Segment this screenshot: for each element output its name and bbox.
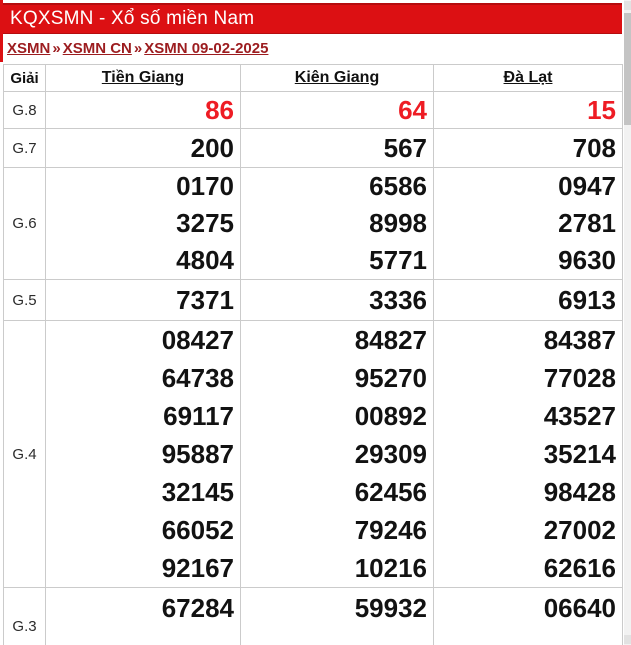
result-number: 95887 <box>161 439 234 469</box>
result-number: 15 <box>587 95 616 125</box>
breadcrumb <box>7 40 268 60</box>
result-cell <box>241 280 434 321</box>
table-header-row <box>4 65 623 92</box>
result-number: 27002 <box>543 515 616 545</box>
result-number: 66052 <box>161 515 234 545</box>
result-number: 43527 <box>543 401 616 431</box>
result-number: 0947 <box>558 171 616 201</box>
result-number: 98428 <box>543 477 616 507</box>
result-cell <box>46 92 241 129</box>
breadcrumb-separator: » <box>133 40 143 57</box>
prize-row <box>4 280 623 321</box>
result-cell <box>46 321 241 588</box>
result-number: 86 <box>205 95 234 125</box>
prize-row <box>4 588 623 645</box>
result-number: 59932 <box>354 593 427 623</box>
breadcrumb-link[interactable]: XSMN 09-02-2025 <box>144 40 269 57</box>
prize-label: G.8 <box>4 92 46 129</box>
result-cell <box>241 129 434 168</box>
result-number: 08427 <box>161 325 234 355</box>
result-number: 79246 <box>354 515 427 545</box>
region-column-header[interactable] <box>46 65 241 92</box>
prize-column-header: Giải <box>4 65 46 92</box>
result-number: 6913 <box>558 285 616 315</box>
result-number: 67284 <box>161 593 234 623</box>
prize-label: G.4 <box>4 321 46 588</box>
scrollbar-down-button[interactable] <box>624 635 631 644</box>
prize-label: G.3 <box>4 588 46 645</box>
result-number: 64738 <box>161 363 234 393</box>
result-number: 92167 <box>161 553 234 583</box>
region-column-link[interactable]: Kiên Giang <box>294 69 380 86</box>
result-number: 29309 <box>354 439 427 469</box>
result-cell <box>46 168 241 280</box>
result-cell <box>434 168 623 280</box>
scrollbar[interactable] <box>624 0 631 645</box>
result-cell <box>241 168 434 280</box>
region-column-link[interactable]: Đà Lạt <box>503 69 553 86</box>
result-cell <box>46 280 241 321</box>
result-number: 3336 <box>369 285 427 315</box>
prize-label: G.6 <box>4 168 46 280</box>
result-number: 0170 <box>176 171 234 201</box>
result-number: 10216 <box>354 553 427 583</box>
prize-label: G.7 <box>4 129 46 168</box>
result-number: 4804 <box>176 245 234 275</box>
breadcrumb-link[interactable]: XSMN CN <box>62 40 132 57</box>
result-cell <box>434 280 623 321</box>
result-cell <box>46 588 241 645</box>
prize-row <box>4 321 623 588</box>
result-number: 00892 <box>354 401 427 431</box>
breadcrumb-link[interactable]: XSMN <box>7 40 51 57</box>
region-column-header[interactable] <box>241 65 434 92</box>
page-title: KQXSMN - Xổ số miền Nam <box>10 8 255 29</box>
result-number: 95270 <box>354 363 427 393</box>
result-cell <box>434 321 623 588</box>
result-number: 200 <box>190 133 234 163</box>
result-number: 62616 <box>543 553 616 583</box>
result-number: 35214 <box>543 439 616 469</box>
result-number: 3275 <box>176 208 234 238</box>
prize-label: G.5 <box>4 280 46 321</box>
region-column-header[interactable] <box>434 65 623 92</box>
prize-row <box>4 129 623 168</box>
result-number: 77028 <box>543 363 616 393</box>
result-cell <box>434 129 623 168</box>
result-number: 6586 <box>369 171 427 201</box>
result-number: 8998 <box>369 208 427 238</box>
title-bar <box>3 3 622 34</box>
result-cell <box>241 321 434 588</box>
result-cell <box>241 588 434 645</box>
prize-row <box>4 168 623 280</box>
result-number: 708 <box>572 133 616 163</box>
result-number: 62456 <box>354 477 427 507</box>
result-number: 69117 <box>163 401 234 431</box>
result-number: 567 <box>383 133 427 163</box>
breadcrumb-separator: » <box>52 40 61 57</box>
results-table <box>3 64 623 645</box>
result-number: 06640 <box>543 593 616 623</box>
prize-row <box>4 92 623 129</box>
result-number: 64 <box>398 95 427 125</box>
result-cell <box>434 588 623 645</box>
result-number: 84827 <box>354 325 427 355</box>
result-number: 84387 <box>543 325 616 355</box>
result-cell <box>46 129 241 168</box>
result-number: 32145 <box>161 477 234 507</box>
scrollbar-thumb[interactable] <box>624 13 631 125</box>
result-cell <box>241 92 434 129</box>
scrollbar-up-button[interactable] <box>624 1 631 10</box>
result-number: 7371 <box>176 285 234 315</box>
region-column-link[interactable]: Tiền Giang <box>101 69 185 86</box>
result-cell <box>434 92 623 129</box>
result-number: 5771 <box>369 245 427 275</box>
result-number: 9630 <box>558 245 616 275</box>
result-number: 2781 <box>558 208 616 238</box>
